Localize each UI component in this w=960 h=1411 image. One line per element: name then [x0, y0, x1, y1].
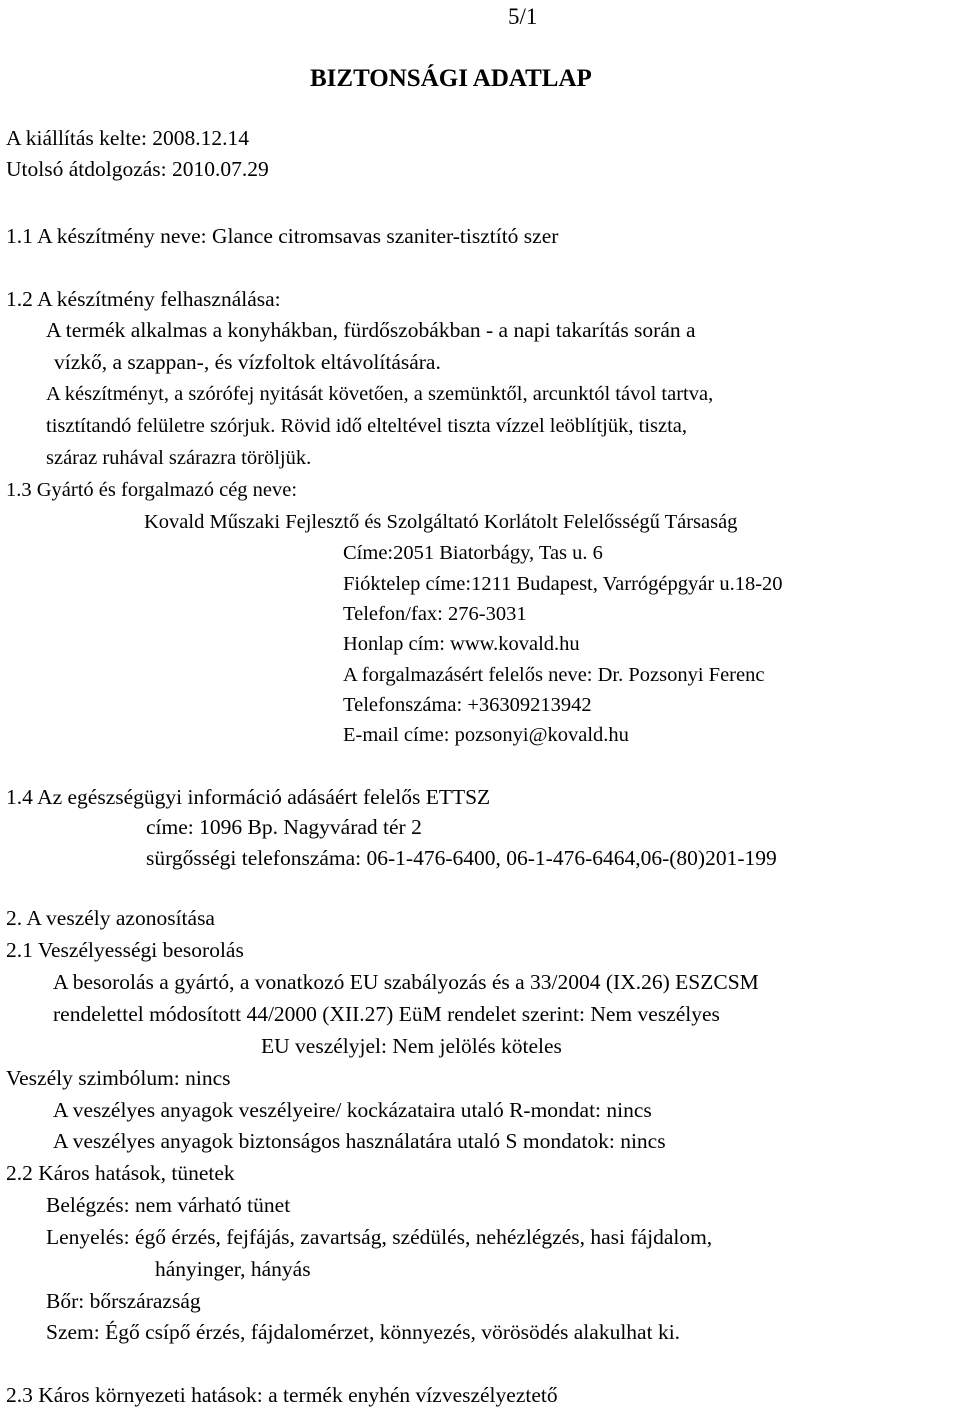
manufacturer-heading: 1.3 Gyártó és forgalmazó cég neve:: [6, 479, 298, 501]
s-phrase: A veszélyes anyagok biztonságos használatára utaló S mondatok: nincs: [53, 1129, 666, 1153]
environmental-effects: 2.3 Káros környezeti hatások: a termék enyhén vízveszélyeztető: [6, 1383, 558, 1407]
eu-symbol: EU veszélyjel: Nem jelölés köteles: [261, 1034, 562, 1058]
company-website: Honlap cím: www.kovald.hu: [343, 633, 580, 655]
ingestion-continued: hányinger, hányás: [155, 1257, 311, 1281]
company-address: Címe:2051 Biatorbágy, Tas u. 6: [343, 542, 603, 564]
issue-date: A kiállítás kelte: 2008.12.14: [6, 126, 250, 150]
company-name: Kovald Műszaki Fejlesztő és Szolgáltató Korlátolt Felelősségű Társaság: [144, 511, 738, 533]
usage-line: A készítményt, a szórófej nyitását követően, a szemünktől, arcunktól távol tartva,: [46, 383, 714, 405]
responsible-email: E-mail címe: pozsonyi@kovald.hu: [343, 724, 629, 746]
inhalation: Belégzés: nem várható tünet: [46, 1193, 291, 1217]
responsible-person: A forgalmazásért felelős neve: Dr. Pozsonyi Ferenc: [343, 664, 765, 686]
classification-text: rendelettel módosított 44/2000 (XII.27) EüM rendelet szerint: Nem veszélyes: [53, 1002, 720, 1026]
revision-date: Utolsó átdolgozás: 2010.07.29: [6, 157, 269, 181]
product-name: 1.1 A készítmény neve: Glance citromsavas szaniter-tisztító szer: [6, 224, 559, 248]
usage-heading: 1.2 A készítmény felhasználása:: [6, 287, 281, 311]
page-number: 5/1: [508, 4, 538, 29]
usage-line: A termék alkalmas a konyhákban, fürdőszobákban - a napi takarítás során a: [46, 318, 696, 342]
r-phrase: A veszélyes anyagok veszélyeire/ kockázataira utaló R-mondat: nincs: [53, 1098, 652, 1122]
classification-text: A besorolás a gyártó, a vonatkozó EU szabályozás és a 33/2004 (IX.26) ESZCSM: [53, 970, 759, 994]
health-info-phone: sürgősségi telefonszáma: 06-1-476-6400, 06-1-476-6464,06-(80)201-199: [146, 846, 777, 870]
classification-heading: 2.1 Veszélyességi besorolás: [6, 938, 244, 962]
health-info-heading: 1.4 Az egészségügyi információ adásáért felelős ETTSZ: [6, 785, 491, 809]
hazard-symbol: Veszély szimbólum: nincs: [6, 1066, 231, 1090]
responsible-phone: Telefonszáma: +36309213942: [343, 694, 592, 716]
eye-effect: Szem: Égő csípő érzés, fájdalomérzet, könnyezés, vörösödés alakulhat ki.: [46, 1320, 681, 1344]
usage-line: tisztítandó felületre szórjuk. Rövid idő elteltével tiszta vízzel leöblítjük, tiszta,: [46, 415, 688, 437]
section-2-heading: 2. A veszély azonosítása: [6, 906, 215, 930]
usage-line: száraz ruhával szárazra töröljük.: [46, 447, 312, 469]
effects-heading: 2.2 Káros hatások, tünetek: [6, 1161, 235, 1185]
company-phone: Telefon/fax: 276-3031: [343, 603, 527, 625]
branch-address: Fióktelep címe:1211 Budapest, Varrógépgyár u.18-20: [343, 573, 783, 595]
document-title: BIZTONSÁGI ADATLAP: [310, 65, 592, 92]
ingestion: Lenyelés: égő érzés, fejfájás, zavartság, szédülés, nehézlégzés, hasi fájdalom,: [46, 1225, 713, 1249]
health-info-address: címe: 1096 Bp. Nagyvárad tér 2: [146, 815, 422, 839]
usage-line: vízkő, a szappan-, és vízfoltok eltávolítására.: [54, 350, 441, 374]
skin-effect: Bőr: bőrszárazság: [46, 1289, 201, 1313]
